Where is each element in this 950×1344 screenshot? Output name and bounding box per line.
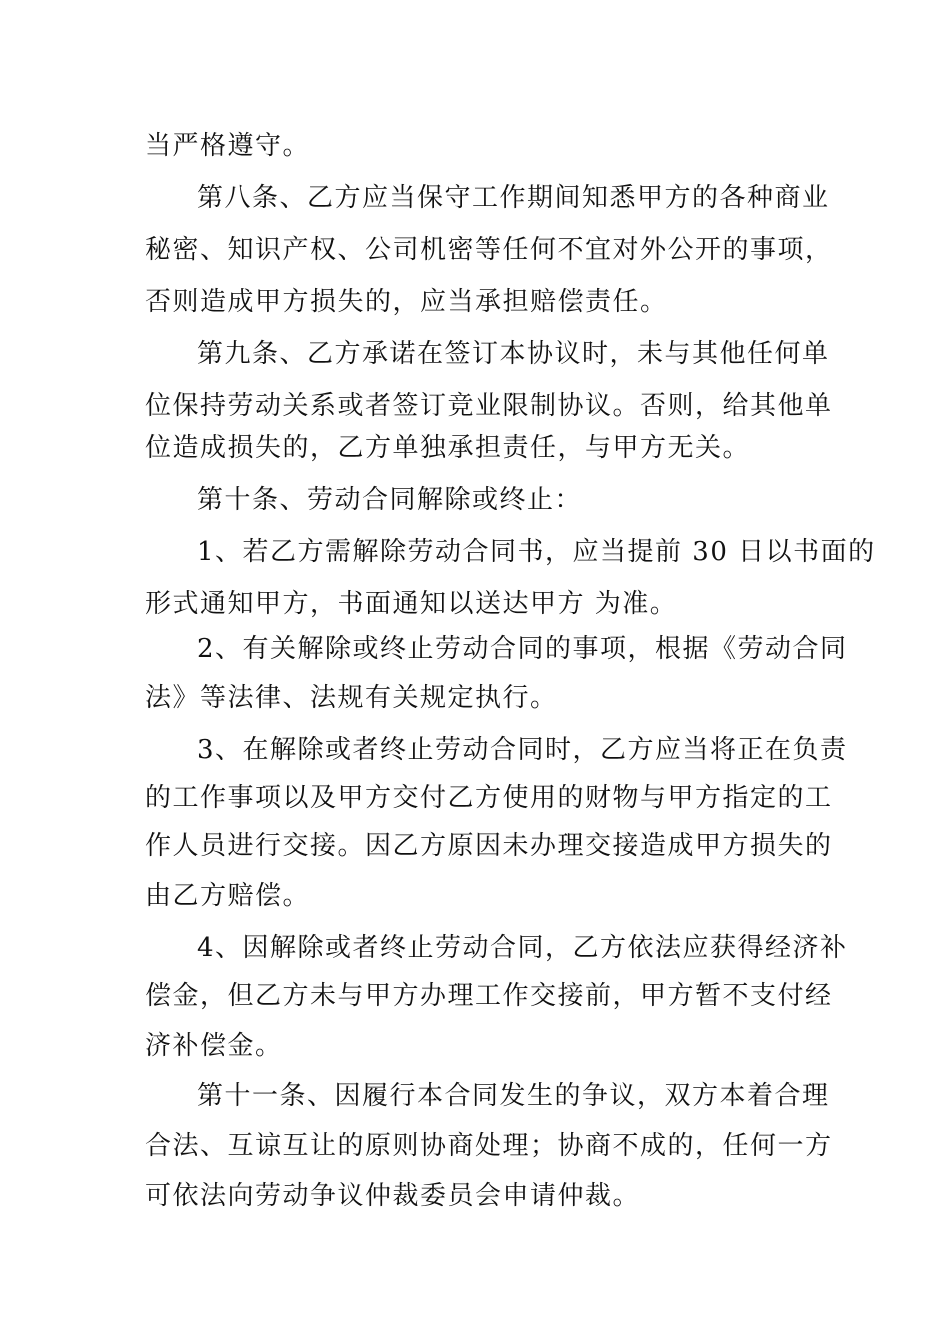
item-2-line: 2、有关解除或终止劳动合同的事项，根据《劳动合同 <box>197 634 848 664</box>
text-line: 合法、互谅互让的原则协商处理；协商不成的，任何一方 <box>145 1131 833 1161</box>
clause-10-heading: 第十条、劳动合同解除或终止： <box>197 485 583 515</box>
text-line: 位保持劳动关系或者签订竞业限制协议。否则，给其他单 <box>145 391 833 421</box>
text-line: 位造成损失的，乙方单独承担责任，与甲方无关。 <box>145 433 751 463</box>
clause-11-line: 第十一条、因履行本合同发生的争议，双方本着合理 <box>197 1081 830 1111</box>
clause-8-line: 第八条、乙方应当保守工作期间知悉甲方的各种商业 <box>197 183 830 213</box>
text-line: 的工作事项以及甲方交付乙方使用的财物与甲方指定的工 <box>145 783 833 813</box>
item-3-line: 3、在解除或者终止劳动合同时，乙方应当将正在负责 <box>197 735 848 765</box>
text-line: 法》等法律、法规有关规定执行。 <box>145 683 558 713</box>
text-line: 由乙方赔偿。 <box>145 881 311 911</box>
text-line: 偿金，但乙方未与甲方办理工作交接前，甲方暂不支付经 <box>145 981 833 1011</box>
text-line: 当严格遵守。 <box>145 131 311 161</box>
text-line: 形式通知甲方，书面通知以送达甲方 为准。 <box>145 589 678 619</box>
clause-9-line: 第九条、乙方承诺在签订本协议时，未与其他任何单 <box>197 339 830 369</box>
text-line: 作人员进行交接。因乙方原因未办理交接造成甲方损失的 <box>145 831 833 861</box>
item-4-line: 4、因解除或者终止劳动合同，乙方依法应获得经济补 <box>197 933 848 963</box>
text-line: 否则造成甲方损失的，应当承担赔偿责任。 <box>145 287 668 317</box>
item-1-line: 1、若乙方需解除劳动合同书，应当提前 30 日以书面的 <box>197 537 876 567</box>
text-line: 济补偿金。 <box>145 1031 283 1061</box>
text-line: 秘密、知识产权、公司机密等任何不宜对外公开的事项， <box>145 235 833 265</box>
text-line: 可依法向劳动争议仲裁委员会申请仲裁。 <box>145 1181 641 1211</box>
